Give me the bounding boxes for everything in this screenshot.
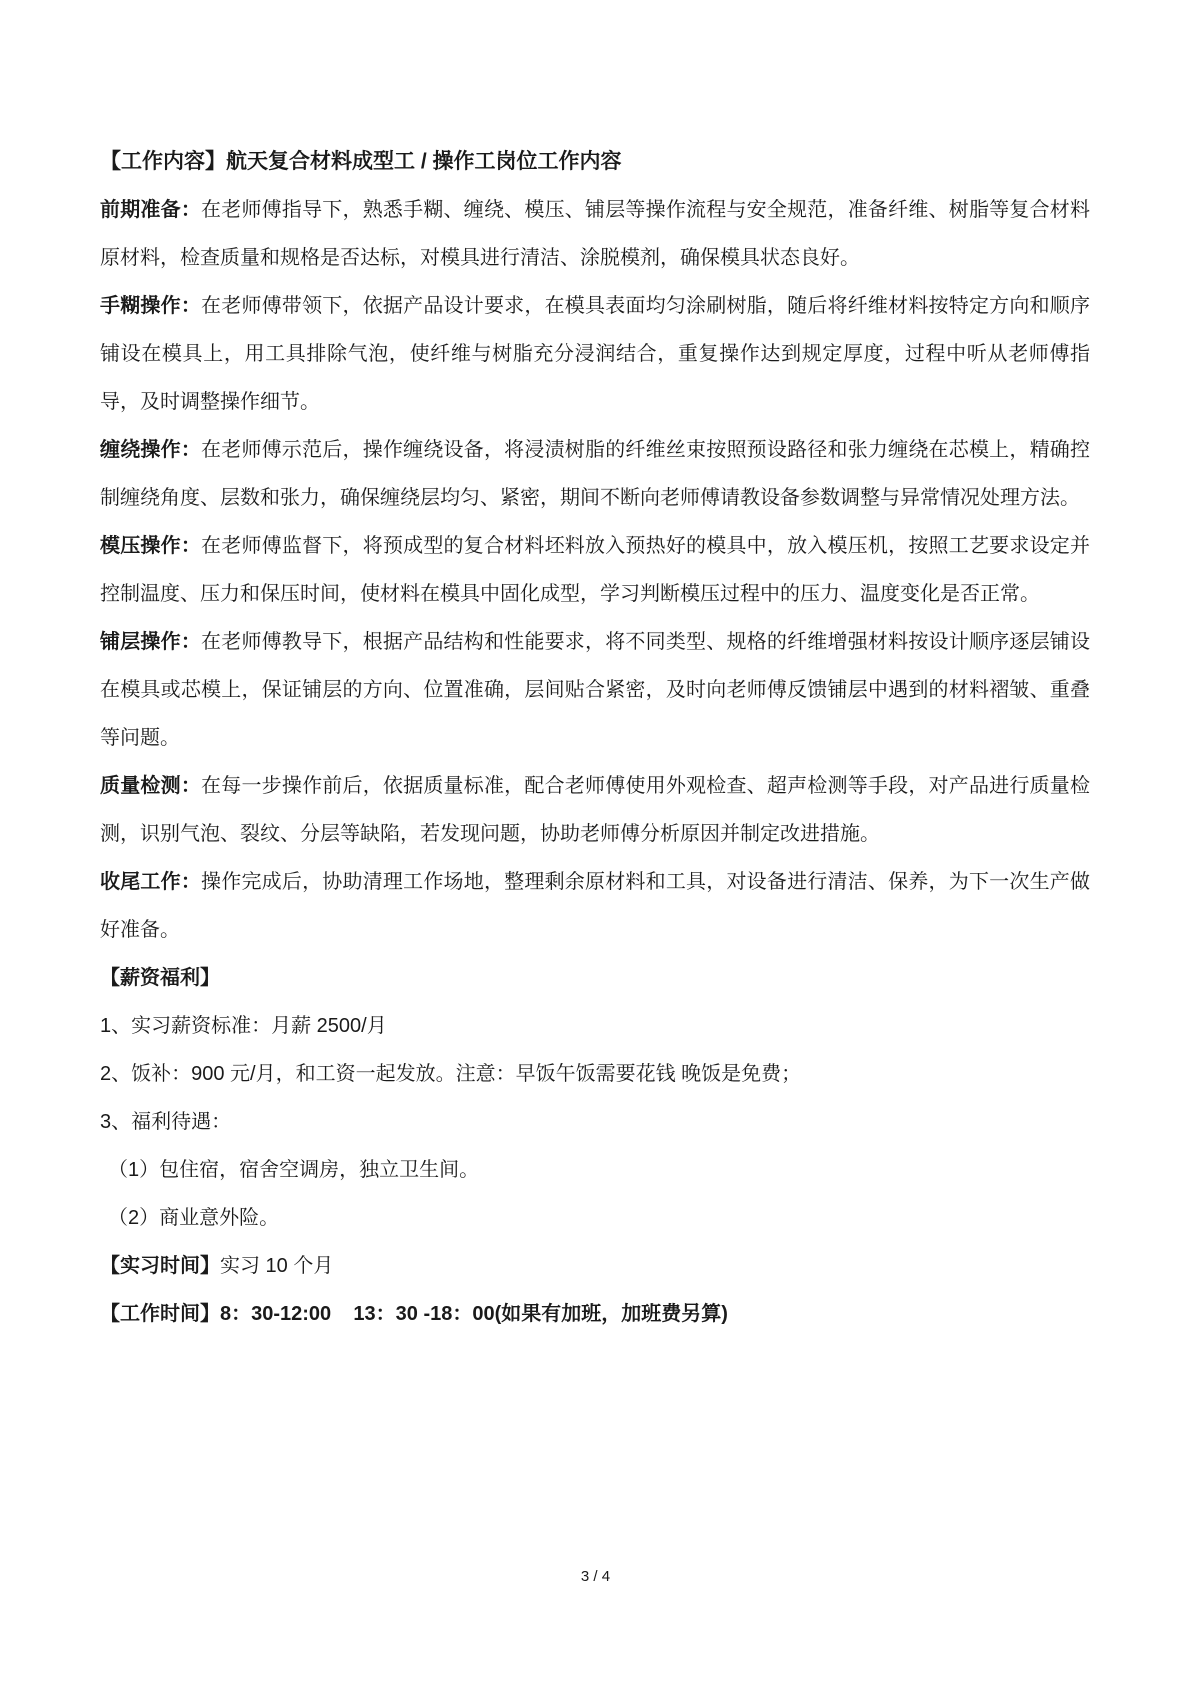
- duty-text: 在老师傅带领下，依据产品设计要求，在模具表面均匀涂刷树脂，随后将纤维材料按特定方向和顺序铺设在模具上，用工具排除气泡，使纤维与树脂充分浸润结合，重复操作达到规定厚度，过程中听从老师傅指导，及时调整操作细节。: [100, 295, 1091, 413]
- duty-text: 在老师傅教导下，根据产品结构和性能要求，将不同类型、规格的纤维增强材料按设计顺序逐层铺设在模具或芯模上，保证铺层的方向、位置准确，层间贴合紧密，及时向老师傅反馈铺层中遇到的材料褶皱、重叠等问题。: [100, 631, 1091, 749]
- duty-label: 铺层操作：: [100, 631, 202, 653]
- duty-text: 在老师傅示范后，操作缠绕设备，将浸渍树脂的纤维丝束按照预设路径和张力缠绕在芯模上，精确控制缠绕角度、层数和张力，确保缠绕层均匀、紧密，期间不断向老师傅请教设备参数调整与异常情况处理方法。: [100, 439, 1091, 509]
- internship-duration-label: 【实习时间】: [100, 1255, 220, 1277]
- internship-duration-text: 实习 10 个月: [220, 1255, 334, 1277]
- benefit-item-insurance: （2）商业意外险。: [108, 1207, 280, 1229]
- duty-text: 在每一步操作前后，依据质量标准，配合老师傅使用外观检查、超声检测等手段，对产品进行质量检测，识别气泡、裂纹、分层等缺陷，若发现问题，协助老师傅分析原因并制定改进措施。: [100, 775, 1091, 845]
- duty-paragraph-winding: [100, 426, 1090, 522]
- salary-benefits-heading: 【薪资福利】: [100, 967, 220, 989]
- duty-text: 操作完成后，协助清理工作场地，整理剩余原材料和工具，对设备进行清洁、保养，为下一次生产做好准备。: [100, 871, 1091, 941]
- duty-text: 在老师傅指导下，熟悉手糊、缠绕、模压、铺层等操作流程与安全规范，准备纤维、树脂等复合材料原材料，检查质量和规格是否达标，对模具进行清洁、涂脱模剂，确保模具状态良好。: [100, 199, 1091, 269]
- work-hours-label: 【工作时间】: [100, 1303, 220, 1325]
- salary-item-standard: 1、实习薪资标准：月薪 2500/月: [100, 1015, 387, 1037]
- page-number-indicator: 3 / 4: [580, 1568, 611, 1585]
- duty-label: 模压操作：: [100, 535, 202, 557]
- duty-label: 质量检测：: [100, 775, 202, 797]
- salary-item-welfare: 3、福利待遇：: [100, 1111, 232, 1133]
- duty-text: 在老师傅监督下，将预成型的复合材料坯料放入预热好的模具中，放入模压机，按照工艺要求设定并控制温度、压力和保压时间，使材料在模具中固化成型，学习判断模压过程中的压力、温度变化是否正常。: [100, 535, 1091, 605]
- salary-item-meal-allowance: 2、饭补：900 元/月，和工资一起发放。注意：早饭午饭需要花钱 晚饭是免费；: [100, 1063, 802, 1085]
- duty-paragraph-layering: [100, 618, 1090, 762]
- duty-label: 手糊操作：: [100, 295, 202, 317]
- duty-label: 收尾工作：: [100, 871, 202, 893]
- duty-paragraph-closing-work: [100, 858, 1090, 954]
- duty-label: 前期准备：: [100, 199, 202, 221]
- page-title: 【工作内容】航天复合材料成型工 / 操作工岗位工作内容: [100, 150, 622, 173]
- work-hours-line: [100, 1290, 1090, 1338]
- duty-label: 缠绕操作：: [100, 439, 202, 461]
- internship-duration-line: [100, 1242, 1090, 1290]
- duty-paragraph-hand-layup: [100, 282, 1090, 426]
- duty-paragraph-molding: [100, 522, 1090, 618]
- work-hours-text: 8：30-12:00 13：30 -18：00(如果有加班，加班费另算): [220, 1303, 728, 1325]
- duty-paragraph-quality-check: [100, 762, 1090, 858]
- duty-paragraph-preparation: [100, 186, 1090, 282]
- benefit-item-housing: （1）包住宿，宿舍空调房，独立卫生间。: [108, 1159, 480, 1181]
